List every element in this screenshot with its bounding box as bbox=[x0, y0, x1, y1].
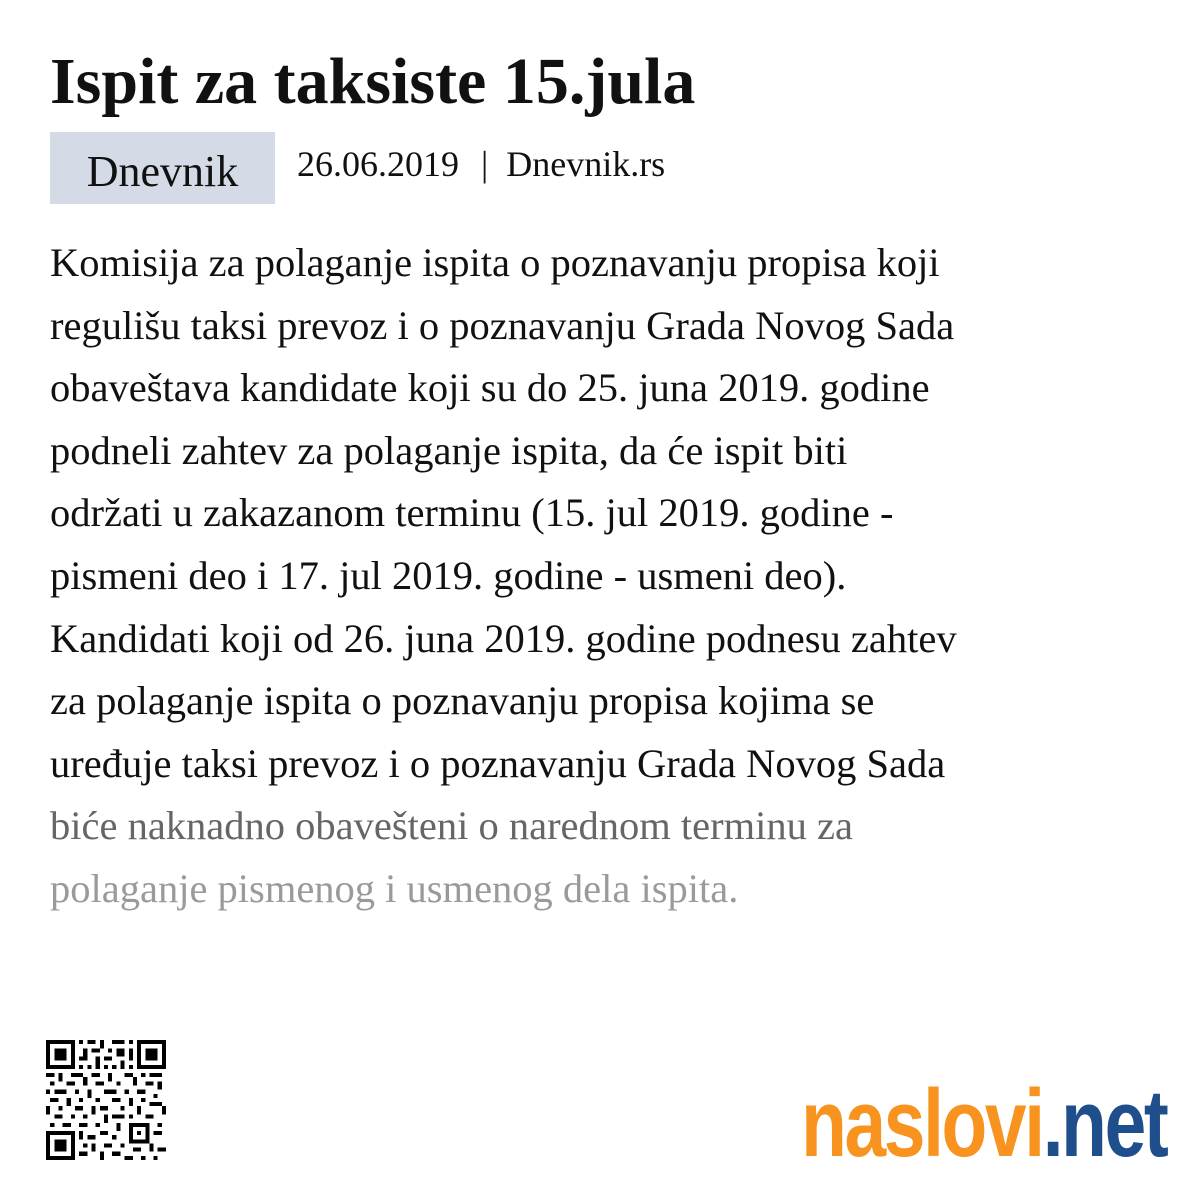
source-site[interactable]: Dnevnik.rs bbox=[506, 144, 666, 184]
body-line: uređuje taksi prevoz i o poznavanju Grada Novog Sada bbox=[50, 740, 946, 786]
body-line: Kandidati koji od 26. juna 2019. godine podnesu zahtev bbox=[50, 615, 957, 661]
body-line: za polaganje ispita o poznavanju propisa kojima se bbox=[50, 678, 875, 724]
article-date: 26.06.2019 bbox=[297, 144, 459, 184]
naslovi-logo[interactable] bbox=[800, 1062, 1166, 1177]
body-line-faded: polaganje pismenog i usmenog dela ispita. bbox=[50, 865, 739, 911]
meta-info bbox=[297, 142, 665, 186]
body-line: Komisija za polaganje ispita o poznavanju propisa koji bbox=[50, 240, 940, 285]
body-line: pismeni deo i 17. jul 2019. godine - usmeni deo). bbox=[50, 552, 847, 598]
body-line: obaveštava kandidate koji su do 25. juna 2019. godine bbox=[50, 365, 930, 411]
body-line: regulišu taksi prevoz i o poznavanju Grada Novog Sada bbox=[50, 302, 955, 348]
body-line: održati u zakazanom terminu (15. jul 2019. godine - bbox=[50, 490, 894, 536]
body-line: podneli zahtev za polaganje ispita, da će ispit biti bbox=[50, 427, 848, 473]
qr-code-icon[interactable] bbox=[46, 1038, 166, 1162]
source-badge[interactable]: Dnevnik bbox=[50, 132, 275, 204]
meta-separator: | bbox=[481, 144, 489, 184]
article-body bbox=[50, 232, 1165, 921]
article-meta bbox=[50, 132, 665, 204]
logo-part-naslovi: naslovi bbox=[800, 1070, 1043, 1177]
article-title: Ispit za taksiste 15.jula bbox=[50, 45, 696, 118]
logo-part-net: .net bbox=[1042, 1070, 1166, 1177]
body-line-fading: biće naknadno obavešteni o narednom terminu za bbox=[50, 803, 853, 849]
